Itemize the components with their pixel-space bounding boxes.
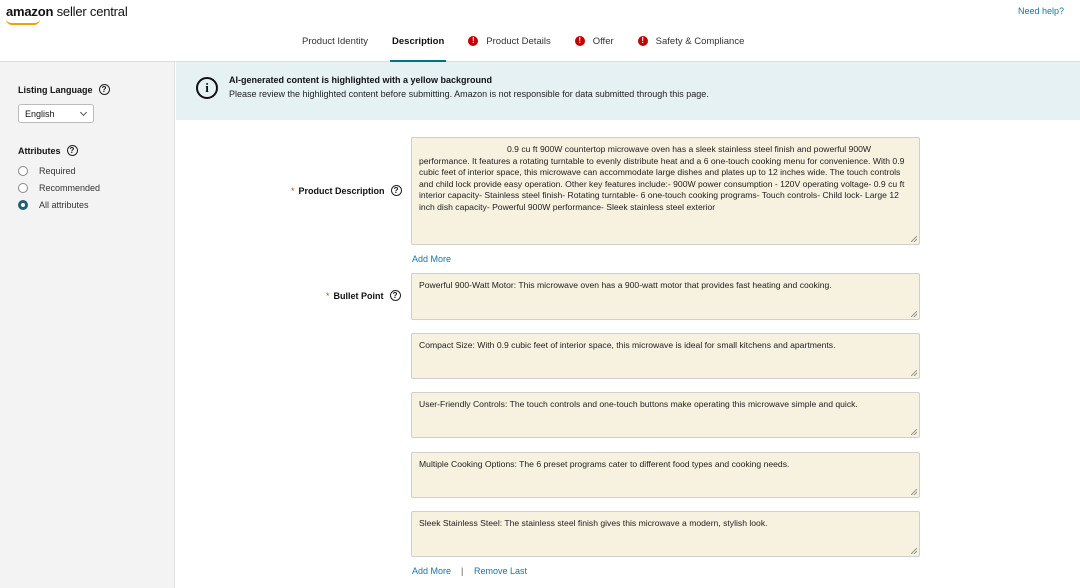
tab-label: Safety & Compliance (655, 36, 745, 47)
banner-title: AI-generated content is highlighted with a yellow background (229, 75, 493, 85)
product-description-label (291, 185, 402, 196)
tab-label: Product Details (486, 36, 551, 47)
bullet-point-text: Powerful 900-Watt Motor: This microwave oven has a 900-watt motor that provides fast heating and cooking. (419, 280, 832, 290)
banner-text: Please review the highlighted content before submitting. Amazon is not responsible for data submitted through this page. (229, 89, 709, 99)
help-icon[interactable]: ? (99, 84, 110, 95)
product-description-field[interactable] (411, 137, 920, 245)
tab-offer[interactable] (563, 30, 626, 62)
tab-product-details[interactable] (456, 30, 562, 62)
attributes-label: Attributes (18, 145, 61, 156)
tab-label: Offer (592, 36, 614, 47)
error-icon: ! (638, 36, 648, 46)
amazon-smile-icon (6, 19, 40, 25)
add-more-description-link[interactable]: Add More (412, 254, 452, 264)
product-description-text: 0.9 cu ft 900W countertop microwave oven has a sleek stainless steel finish and powerful 900W performance. It features a rotating turntable to evenly distribute heat and a 6 one-touch cooking menu for convenience. With 0.9 cubic feet of interior space, this microwave can accommodate large dishes and plates up to 12 inches wide. The touch controls and child lock provide easy operation. Other key features include:- 900W power consumption - 120V operating voltage- 0.9 cu ft interior capacity- Stainless steel finish- Rotating turntable- 6 one-touch cooking programs- Touch controls- Child lock- Large 12 inch dish capacity- Powerful 900W performance- Sleek stainless steel exterior (419, 144, 905, 212)
brand-suffix: seller central (53, 4, 128, 19)
amazon-seller-central-logo[interactable] (6, 4, 128, 19)
resize-handle-icon[interactable] (911, 236, 917, 242)
tab-product-identity[interactable] (290, 30, 380, 62)
info-icon: i (196, 77, 218, 99)
bullet-point-field-2[interactable] (411, 333, 920, 379)
tab-safety-compliance[interactable] (626, 30, 757, 62)
radio-all-attributes[interactable] (18, 200, 89, 210)
language-select-value: English (25, 109, 55, 119)
help-icon[interactable]: ? (390, 290, 401, 301)
add-more-bullet-link[interactable]: Add More (412, 566, 452, 576)
tab-description[interactable] (380, 30, 456, 62)
help-icon[interactable]: ? (67, 145, 78, 156)
top-header (0, 0, 1080, 62)
remove-last-bullet-link[interactable]: Remove Last (474, 566, 528, 576)
radio-required[interactable] (18, 166, 76, 176)
resize-handle-icon[interactable] (911, 489, 917, 495)
radio-button[interactable] (18, 200, 28, 210)
link-separator: | (461, 566, 464, 576)
listing-language-label: Listing Language (18, 84, 93, 95)
attributes-heading (18, 145, 78, 156)
resize-handle-icon[interactable] (911, 311, 917, 317)
bullet-point-label (326, 290, 401, 301)
bullet-point-field-5[interactable] (411, 511, 920, 557)
error-icon: ! (575, 36, 585, 46)
ai-notice-banner (176, 62, 1080, 120)
field-label-text: Bullet Point (333, 290, 384, 301)
error-icon: ! (468, 36, 478, 46)
bullet-point-field-4[interactable] (411, 452, 920, 498)
radio-label: All attributes (39, 200, 89, 210)
resize-handle-icon[interactable] (911, 370, 917, 376)
radio-label: Required (39, 166, 76, 176)
brand-prefix: amazon (6, 4, 54, 19)
bullet-point-text: Sleek Stainless Steel: The stainless steel finish gives this microwave a modern, stylish look. (419, 518, 768, 528)
bullet-point-field-3[interactable] (411, 392, 920, 438)
resize-handle-icon[interactable] (911, 548, 917, 554)
radio-recommended[interactable] (18, 183, 100, 193)
listing-language-heading (18, 84, 110, 95)
bullet-point-field-1[interactable] (411, 273, 920, 320)
tab-label: Product Identity (302, 36, 369, 47)
field-label-text: Product Description (298, 185, 385, 196)
language-select[interactable] (18, 104, 94, 123)
bullet-point-text: Multiple Cooking Options: The 6 preset programs cater to different food types and cooking needs. (419, 459, 790, 469)
bullet-point-text: User-Friendly Controls: The touch controls and one-touch buttons make operating this microwave simple and quick. (419, 399, 858, 409)
required-asterisk: * (326, 290, 330, 301)
bullet-point-text: Compact Size: With 0.9 cubic feet of interior space, this microwave is ideal for small kitchens and apartments. (419, 340, 836, 350)
radio-button[interactable] (18, 183, 28, 193)
chevron-down-icon (80, 109, 87, 116)
radio-button[interactable] (18, 166, 28, 176)
listing-tabs (290, 30, 756, 62)
help-icon[interactable]: ? (391, 185, 402, 196)
resize-handle-icon[interactable] (911, 429, 917, 435)
need-help-link[interactable]: Need help? (1017, 6, 1064, 16)
tab-label: Description (392, 36, 445, 47)
sidebar (0, 62, 175, 588)
radio-label: Recommended (39, 183, 101, 193)
required-asterisk: * (291, 185, 295, 196)
